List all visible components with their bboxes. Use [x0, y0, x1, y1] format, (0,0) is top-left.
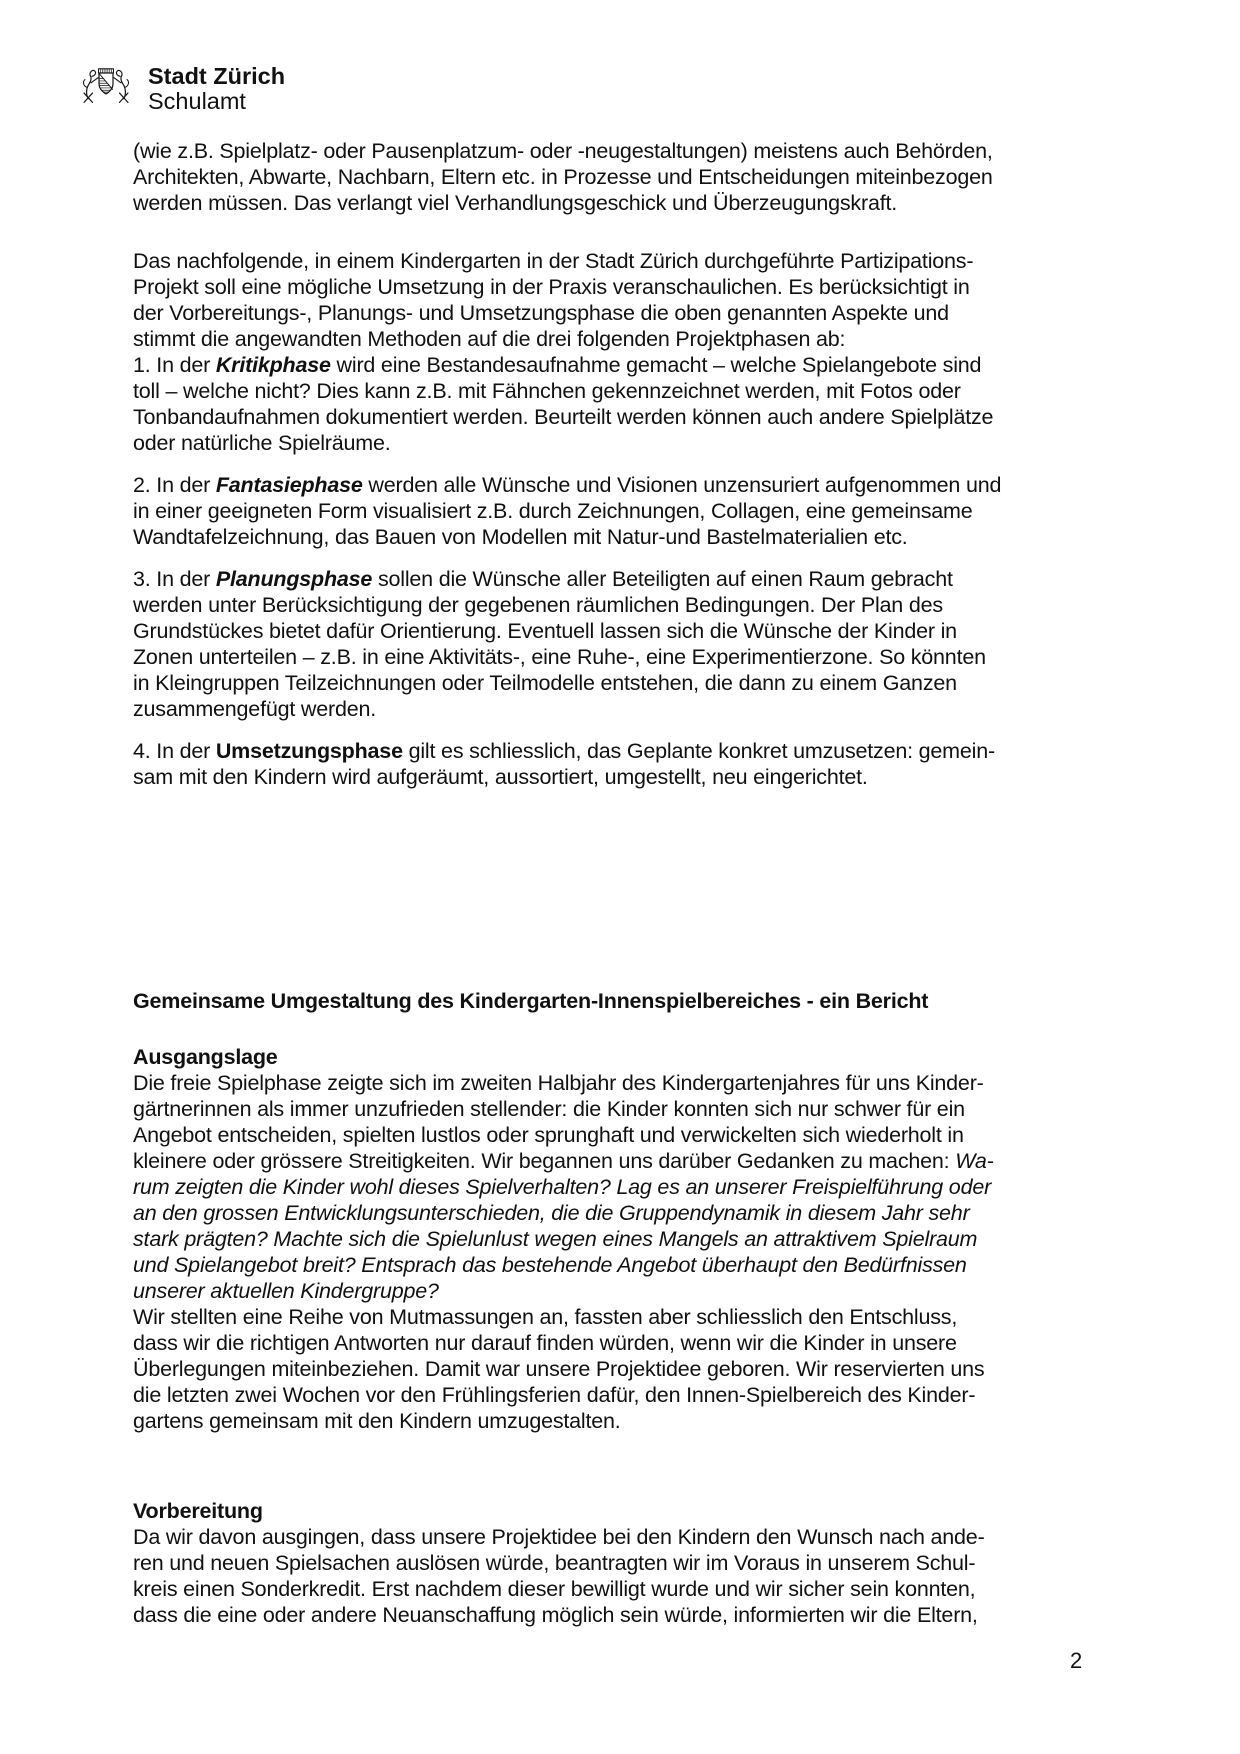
section-body-ausgangslage: Die freie Spielphase zeigte sich im zweiten Halbjahr des Kindergartenjahres für uns Kinder- gärtnerinnen als immer unzufrieden stellender: die Kinder konnten sich nur schwer für ein Angebot entscheiden, spielten lustlos oder sprunghaft und verwickelten sich wiederholt in kleinere oder grössere Streitigkeiten. Wir begannen uns darüber Gedanken zu machen: Wa- rum zeigten die Kinder wohl dieses Spielverhalten? Lag es an unserer Freispielführung oder an den grossen Entwicklungsunterschieden, die die Gruppendynamik in diesem Jahr sehr stark prägten? Machte sich die Spielunlust wegen eines Mangels an attraktivem Spielraum und Spielangebot breit? Entsprach das bestehende Angebot überhaupt den Bedürfnissen unserer aktuellen Kindergruppe? Wir stellten eine Reihe von Mutmassungen an, fassten aber schliesslich den Entschluss, dass wir die richtigen Antworten nur darauf finden würden, wenn wir die Kinder in unsere Überlegungen miteinbeziehen. Damit war unsere Projektidee geboren. Wir reservierten uns die letzten zwei Wochen vor den Frühlingsferien dafür, den Innen-Spielbereich des Kinder- gartens gemeinsam mit den Kindern umzugestalten.: [133, 1071, 994, 1433]
section-title-ausgangslage: Ausgangslage: [133, 1045, 278, 1069]
report-title: Gemeinsame Umgestaltung des Kindergarten-Innenspielbereiches - ein Bericht: [133, 989, 929, 1013]
page-number: 2: [1070, 1648, 1083, 1673]
section-body-vorbereitung: Da wir davon ausgingen, dass unsere Projektidee bei den Kindern den Wunsch nach ande- ren und neuen Spielsachen auslösen würde, beantragten wir im Voraus in unserem Schul- kreis einen Sonderkredit. Erst nachdem dieser bewilligt wurde und wir sicher sein konnten, dass die eine oder andere Neuanschaffung möglich sein würde, informierten wir die Eltern,: [133, 1525, 985, 1627]
paragraph-continuation: (wie z.B. Spielplatz- oder Pausenplatzum- oder -neugestaltungen) meistens auch Behörden, Architekten, Abwarte, Nachbarn, Eltern etc. in Prozesse und Entscheidungen miteinbezogen werden müssen. Das verlangt viel Verhandlungsgeschick und Überzeugungskraft.: [133, 139, 993, 215]
section-title-vorbereitung: Vorbereitung: [133, 1499, 263, 1523]
section-vorbereitung: [133, 1498, 1018, 1628]
org-unit: Schulamt: [148, 88, 246, 114]
paragraph-project-intro-and-kritikphase: Das nachfolgende, in einem Kindergarten in der Stadt Zürich durchgeführte Partizipations- Projekt soll eine mögliche Umsetzung in der Praxis veranschaulichen. Es berücksichtigt in der Vorbereitungs-, Planungs- und Umsetzungsphase die oben genannten Aspekte und stimmt die angewandten Methoden auf die drei folgenden Projektphasen ab: 1. In der Kritikphase wird eine Bestandesaufnahme gemacht – welche Spielangebote sind toll – welche nicht? Dies kann z.B. mit Fähnchen gekennzeichnet werden, mit Fotos oder Tonbandaufnahmen dokumentiert werden. Beurteilt werden können auch andere Spielplätze oder natürliche Spielräume.: [133, 249, 994, 455]
paragraph-umsetzungsphase: 4. In der Umsetzungsphase gilt es schliesslich, das Geplante konkret umzusetzen: gemein- sam mit den Kindern wird aufgeräumt, aussortiert, umgestellt, neu eingerichtet.: [133, 739, 995, 789]
document-body: [133, 138, 1018, 1628]
paragraph-planungsphase: 3. In der Planungsphase sollen die Wünsche aller Beteiligten auf einen Raum gebracht werden unter Berücksichtigung der gegebenen räumlichen Bedingungen. Der Plan des Grundstückes bietet dafür Orientierung. Eventuell lassen sich die Wünsche der Kinder in Zonen unterteilen – z.B. in eine Aktivitäts-, eine Ruhe-, eine Experimentierzone. So könnten in Kleingruppen Teilzeichnungen oder Teilmodelle entstehen, die dann zu einem Ganzen zusammengefügt werden.: [133, 567, 986, 721]
org-name: Stadt Zürich: [148, 63, 286, 89]
letterhead: [78, 62, 285, 114]
letterhead-text: [148, 64, 285, 114]
section-ausgangslage: [133, 1044, 1018, 1434]
paragraph-fantasiephase: 2. In der Fantasiephase werden alle Wünsche und Visionen unzensuriert aufgenommen und in einer geeigneten Form visualisiert z.B. durch Zeichnungen, Collagen, eine gemeinsame Wandtafelzeichnung, das Bauen von Modellen mit Natur-und Bastelmaterialien etc.: [133, 473, 1002, 549]
zuerich-coat-of-arms-icon: [78, 62, 134, 112]
